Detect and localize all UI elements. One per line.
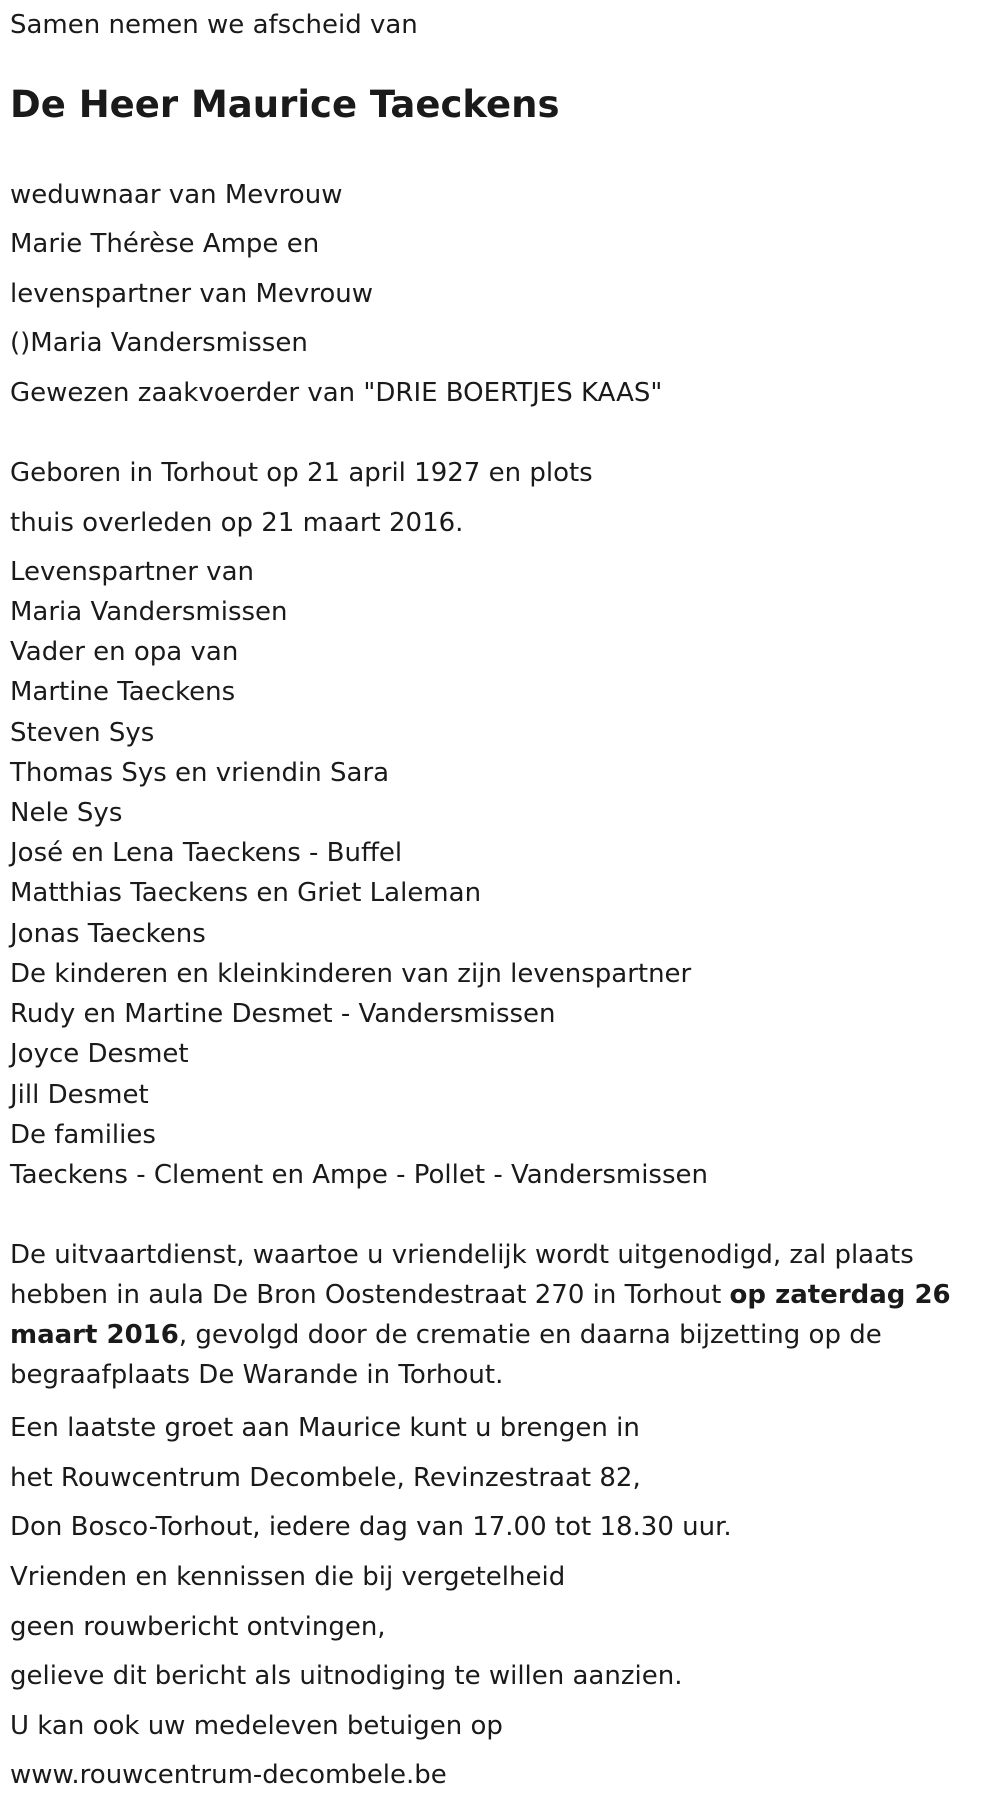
service-text-after: , gevolgd door de crematie en daarna bijzetting op de begraafplaats De Warande in Torhout. (10, 1320, 882, 1390)
closing-line: Vrienden en kennissen die bij vergetelheid (10, 1562, 566, 1592)
family-line: Rudy en Martine Desmet - Vandersmissen (10, 999, 556, 1029)
family-line: Thomas Sys en vriendin Sara (10, 758, 390, 788)
closing-line: het Rouwcentrum Decombele, Revinzestraat 82, (10, 1463, 641, 1493)
closing-line: U kan ook uw medeleven betuigen op (10, 1711, 503, 1741)
birth-line: Geboren in Torhout op 21 april 1927 en plots (10, 458, 593, 488)
family-line: Jill Desmet (10, 1080, 149, 1110)
family-line: Steven Sys (10, 718, 155, 748)
family-line: Nele Sys (10, 798, 123, 828)
relation-line: weduwnaar van Mevrouw (10, 180, 343, 210)
service-date: op zaterdag 26 maart 2016 (10, 1280, 951, 1350)
website-link[interactable]: www.rouwcentrum-decombele.be (10, 1760, 447, 1790)
deceased-name: De Heer Maurice Taeckens (10, 83, 560, 126)
family-line: Maria Vandersmissen (10, 597, 288, 627)
closing-line: geen rouwbericht ontvingen, (10, 1612, 386, 1642)
closing-line: gelieve dit bericht als uitnodiging te willen aanzien. (10, 1661, 683, 1691)
intro-text: Samen nemen we afscheid van (10, 10, 418, 40)
family-line: Taeckens - Clement en Ampe - Pollet - Vandersmissen (10, 1160, 709, 1190)
family-line: Martine Taeckens (10, 677, 236, 707)
family-line: De kinderen en kleinkinderen van zijn levenspartner (10, 959, 692, 989)
family-line: De families (10, 1120, 156, 1150)
family-line: Vader en opa van (10, 637, 239, 667)
family-line: José en Lena Taeckens - Buffel (10, 838, 403, 868)
relation-line: levenspartner van Mevrouw (10, 279, 374, 309)
service-text-before: De uitvaartdienst, waartoe u vriendelijk wordt uitgenodigd, zal plaats hebben in aula De Bron Oostendestraat 270 in Torhout (10, 1240, 914, 1310)
relation-line: ()Maria Vandersmissen (10, 328, 308, 358)
relation-line: Gewezen zaakvoerder van "DRIE BOERTJES KAAS" (10, 378, 663, 408)
family-line: Matthias Taeckens en Griet Laleman (10, 878, 482, 908)
closing-line: Een laatste groet aan Maurice kunt u brengen in (10, 1413, 640, 1443)
website-line (10, 1760, 447, 1790)
family-line: Jonas Taeckens (10, 919, 206, 949)
family-line: Levenspartner van (10, 557, 254, 587)
funeral-service-paragraph (10, 1235, 985, 1395)
relation-line: Marie Thérèse Ampe en (10, 229, 320, 259)
birth-line: thuis overleden op 21 maart 2016. (10, 508, 464, 538)
closing-line: Don Bosco-Torhout, iedere dag van 17.00 tot 18.30 uur. (10, 1512, 732, 1542)
family-line: Joyce Desmet (10, 1039, 189, 1069)
